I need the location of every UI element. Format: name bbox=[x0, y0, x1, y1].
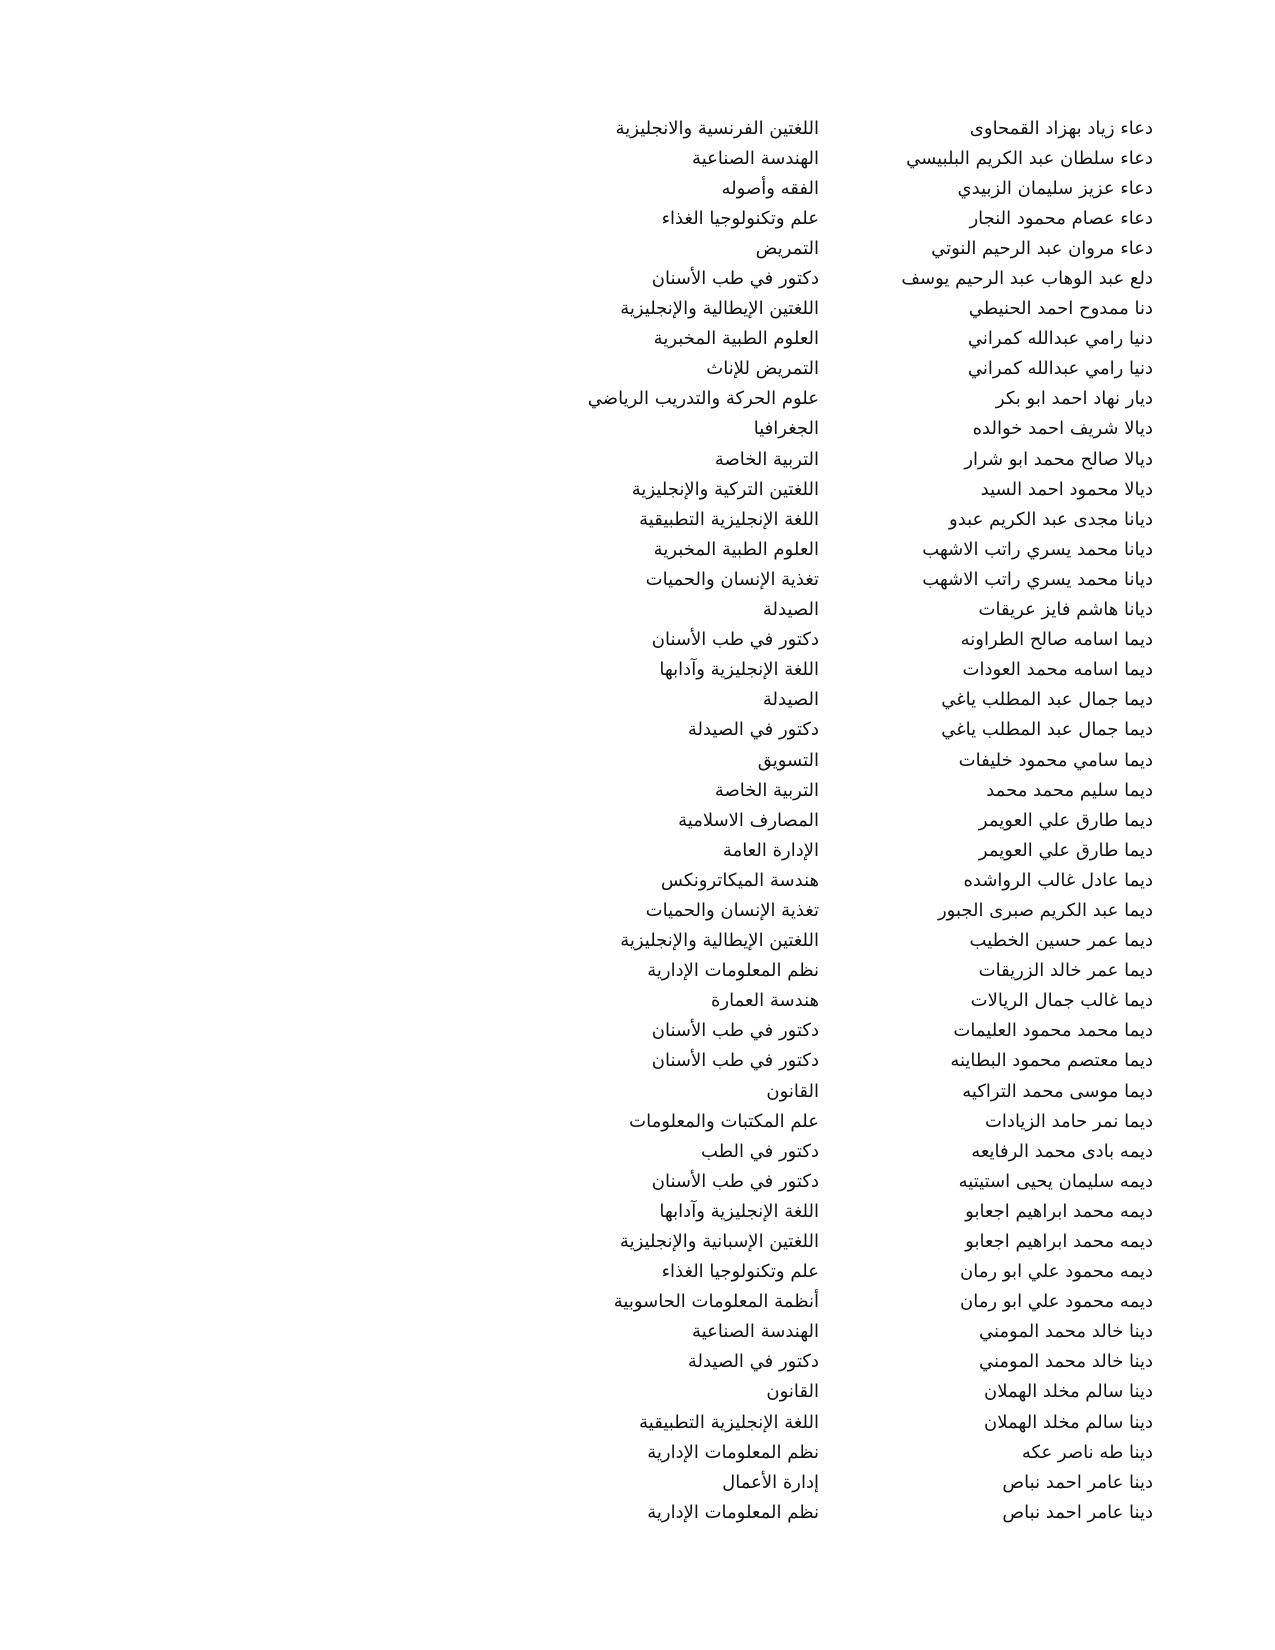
student-name: دينا عامر احمد نباص bbox=[1002, 1471, 1153, 1493]
major-name: اللغة الإنجليزية وآدابها bbox=[659, 659, 819, 681]
major-name: هندسة الميكاترونكس bbox=[660, 869, 819, 891]
list-item bbox=[560, 1317, 1153, 1347]
major-name: نظم المعلومات الإدارية bbox=[647, 1441, 819, 1463]
student-name: ديالا شريف احمد خوالده bbox=[972, 418, 1153, 440]
major-name: اللغتين الفرنسية والانجليزية bbox=[615, 117, 819, 139]
student-name: دينا خالد محمد المومني bbox=[978, 1351, 1153, 1373]
student-name: ديمه بادى محمد الرفايعه bbox=[971, 1140, 1153, 1162]
major-name: اللغة الإنجليزية وآدابها bbox=[659, 1200, 819, 1222]
list-item bbox=[560, 173, 1153, 203]
list-item bbox=[560, 354, 1153, 384]
student-name: ديمه محمود علي ابو رمان bbox=[960, 1261, 1153, 1283]
student-name: دينا عامر احمد نباص bbox=[1002, 1501, 1153, 1523]
list-item bbox=[560, 986, 1153, 1016]
list-item bbox=[560, 595, 1153, 625]
major-name: اللغتين الإسبانية والإنجليزية bbox=[619, 1231, 819, 1253]
student-name: دينا سالم مخلد الهملان bbox=[984, 1381, 1153, 1403]
major-name: التربية الخاصة bbox=[714, 448, 819, 470]
major-name: الصيدلة bbox=[762, 689, 819, 711]
student-name: ديما اسامه صالح الطراونه bbox=[960, 629, 1153, 651]
student-name: ديمه سليمان يحيى استيتيه bbox=[958, 1170, 1153, 1192]
major-name: دكتور في طب الأسنان bbox=[651, 629, 819, 651]
list-item bbox=[560, 1467, 1153, 1497]
list-item bbox=[560, 775, 1153, 805]
list-item bbox=[560, 1166, 1153, 1196]
list-item bbox=[560, 384, 1153, 414]
list-item bbox=[560, 414, 1153, 444]
list-item bbox=[560, 715, 1153, 745]
major-name: إدارة الأعمال bbox=[722, 1471, 819, 1493]
major-name: دكتور في طب الأسنان bbox=[651, 268, 819, 290]
major-name: علوم الحركة والتدريب الرياضي bbox=[587, 388, 819, 410]
list-item bbox=[560, 143, 1153, 173]
list-item bbox=[560, 805, 1153, 835]
student-name: ديما عبد الكريم صبرى الجبور bbox=[937, 899, 1153, 921]
list-item bbox=[560, 263, 1153, 293]
student-name: دينا طه ناصر عكه bbox=[1021, 1441, 1153, 1463]
major-name: التسويق bbox=[757, 749, 819, 771]
major-name: الإدارة العامة bbox=[722, 839, 819, 861]
major-name: علم المكتبات والمعلومات bbox=[629, 1110, 819, 1132]
list-item bbox=[560, 233, 1153, 263]
student-name: ديمه محمود علي ابو رمان bbox=[960, 1291, 1153, 1313]
major-name: التمريض للإناث bbox=[706, 358, 819, 380]
student-name: ديالا صالح محمد ابو شرار bbox=[964, 448, 1153, 470]
list-item bbox=[560, 504, 1153, 534]
student-name: دينا سالم مخلد الهملان bbox=[984, 1411, 1153, 1433]
major-name: اللغتين الإيطالية والإنجليزية bbox=[620, 298, 819, 320]
major-name: اللغة الإنجليزية التطبيقية bbox=[639, 508, 819, 530]
list-item bbox=[560, 685, 1153, 715]
student-name: ديما نمر حامد الزيادات bbox=[984, 1110, 1153, 1132]
student-name: دعاء عزيز سليمان الزبيدي bbox=[957, 177, 1153, 199]
names-majors-list bbox=[560, 113, 1153, 1527]
student-name: دنيا رامي عبدالله كمراني bbox=[967, 358, 1153, 380]
list-item bbox=[560, 625, 1153, 655]
list-item bbox=[560, 113, 1153, 143]
student-name: ديالا محمود احمد السيد bbox=[980, 478, 1153, 500]
student-name: ديما جمال عبد المطلب ياغي bbox=[941, 689, 1153, 711]
major-name: العلوم الطبية المخبرية bbox=[653, 328, 819, 350]
major-name: تغذية الإنسان والحميات bbox=[645, 568, 819, 590]
major-name: علم وتكنولوجيا الغذاء bbox=[661, 1261, 819, 1283]
list-item bbox=[560, 1226, 1153, 1256]
student-name: دنا ممدوح احمد الحنيطي bbox=[968, 298, 1153, 320]
list-item bbox=[560, 203, 1153, 233]
major-name: أنظمة المعلومات الحاسوبية bbox=[613, 1291, 819, 1313]
student-name: ديمه محمد ابراهيم اجعابو bbox=[965, 1231, 1153, 1253]
list-item bbox=[560, 1257, 1153, 1287]
major-name: التمريض bbox=[755, 237, 819, 259]
student-name: ديار نهاد احمد ابو بكر bbox=[995, 388, 1153, 410]
student-name: ديما معتصم محمود البطاينه bbox=[950, 1050, 1153, 1072]
major-name: دكتور في الصيدلة bbox=[687, 1351, 819, 1373]
student-name: دعاء زياد بهزاد القمحاوى bbox=[969, 117, 1153, 139]
student-name: ديانا هاشم فايز عريقات bbox=[978, 599, 1153, 621]
list-item bbox=[560, 474, 1153, 504]
student-name: ديما سليم محمد محمد bbox=[986, 779, 1153, 801]
major-name: العلوم الطبية المخبرية bbox=[653, 538, 819, 560]
student-name: ديما محمد محمود العليمات bbox=[953, 1020, 1153, 1042]
student-name: ديما عمر حسين الخطيب bbox=[969, 930, 1153, 952]
list-item bbox=[560, 1287, 1153, 1317]
list-item bbox=[560, 926, 1153, 956]
major-name: دكتور في طب الأسنان bbox=[651, 1170, 819, 1192]
list-item bbox=[560, 655, 1153, 685]
student-name: ديانا محمد يسري راتب الاشهب bbox=[922, 568, 1153, 590]
major-name: دكتور في الصيدلة bbox=[687, 719, 819, 741]
major-name: نظم المعلومات الإدارية bbox=[647, 1501, 819, 1523]
list-item bbox=[560, 1106, 1153, 1136]
list-item bbox=[560, 1497, 1153, 1527]
major-name: اللغتين الإيطالية والإنجليزية bbox=[620, 930, 819, 952]
list-item bbox=[560, 1407, 1153, 1437]
student-name: ديما عادل غالب الرواشده bbox=[963, 869, 1153, 891]
list-item bbox=[560, 1136, 1153, 1166]
list-item bbox=[560, 324, 1153, 354]
list-item bbox=[560, 835, 1153, 865]
list-item bbox=[560, 1377, 1153, 1407]
major-name: القانون bbox=[766, 1381, 819, 1403]
student-name: ديما طارق علي العويمر bbox=[978, 809, 1153, 831]
major-name: المصارف الاسلامية bbox=[678, 809, 819, 831]
student-name: ديما عمر خالد الزريقات bbox=[978, 960, 1153, 982]
list-item bbox=[560, 1076, 1153, 1106]
major-name: اللغة الإنجليزية التطبيقية bbox=[639, 1411, 819, 1433]
major-name: الجغرافيا bbox=[753, 418, 819, 440]
major-name: تغذية الإنسان والحميات bbox=[645, 899, 819, 921]
list-item bbox=[560, 534, 1153, 564]
student-name: دنيا رامي عبدالله كمراني bbox=[967, 328, 1153, 350]
major-name: الهندسة الصناعية bbox=[692, 147, 819, 169]
student-name: ديانا محمد يسري راتب الاشهب bbox=[922, 538, 1153, 560]
list-item bbox=[560, 294, 1153, 324]
list-item bbox=[560, 444, 1153, 474]
major-name: الهندسة الصناعية bbox=[692, 1321, 819, 1343]
list-item bbox=[560, 1196, 1153, 1226]
student-name: ديما اسامه محمد العودات bbox=[962, 659, 1153, 681]
student-name: دلع عبد الوهاب عبد الرحيم يوسف bbox=[901, 268, 1153, 290]
list-item bbox=[560, 865, 1153, 895]
student-name: دينا خالد محمد المومني bbox=[978, 1321, 1153, 1343]
student-name: دعاء عصام محمود النجار bbox=[969, 207, 1153, 229]
major-name: الصيدلة bbox=[762, 599, 819, 621]
student-name: دعاء مروان عبد الرحيم النوتي bbox=[931, 237, 1153, 259]
student-name: ديمه محمد ابراهيم اجعابو bbox=[965, 1200, 1153, 1222]
major-name: اللغتين التركية والإنجليزية bbox=[631, 478, 819, 500]
major-name: دكتور في طب الأسنان bbox=[651, 1050, 819, 1072]
student-name: ديما جمال عبد المطلب ياغي bbox=[941, 719, 1153, 741]
student-name: ديما غالب جمال الريالات bbox=[970, 990, 1153, 1012]
major-name: التربية الخاصة bbox=[714, 779, 819, 801]
list-item bbox=[560, 1046, 1153, 1076]
student-name: ديانا مجدى عبد الكريم عبدو bbox=[949, 508, 1153, 530]
list-item bbox=[560, 956, 1153, 986]
list-item bbox=[560, 895, 1153, 925]
list-item bbox=[560, 1347, 1153, 1377]
major-name: علم وتكنولوجيا الغذاء bbox=[661, 207, 819, 229]
major-name: نظم المعلومات الإدارية bbox=[647, 960, 819, 982]
major-name: دكتور في طب الأسنان bbox=[651, 1020, 819, 1042]
student-name: دعاء سلطان عبد الكريم البلبيسي bbox=[906, 147, 1153, 169]
major-name: القانون bbox=[766, 1080, 819, 1102]
list-item bbox=[560, 1016, 1153, 1046]
list-item bbox=[560, 1437, 1153, 1467]
major-name: الفقه وأصوله bbox=[721, 177, 819, 199]
list-item bbox=[560, 745, 1153, 775]
student-name: ديما موسى محمد التراكيه bbox=[962, 1080, 1153, 1102]
list-item bbox=[560, 564, 1153, 594]
major-name: دكتور في الطب bbox=[701, 1140, 819, 1162]
student-name: ديما سامي محمود خليفات bbox=[958, 749, 1153, 771]
major-name: هندسة العمارة bbox=[710, 990, 819, 1012]
student-name: ديما طارق علي العويمر bbox=[978, 839, 1153, 861]
